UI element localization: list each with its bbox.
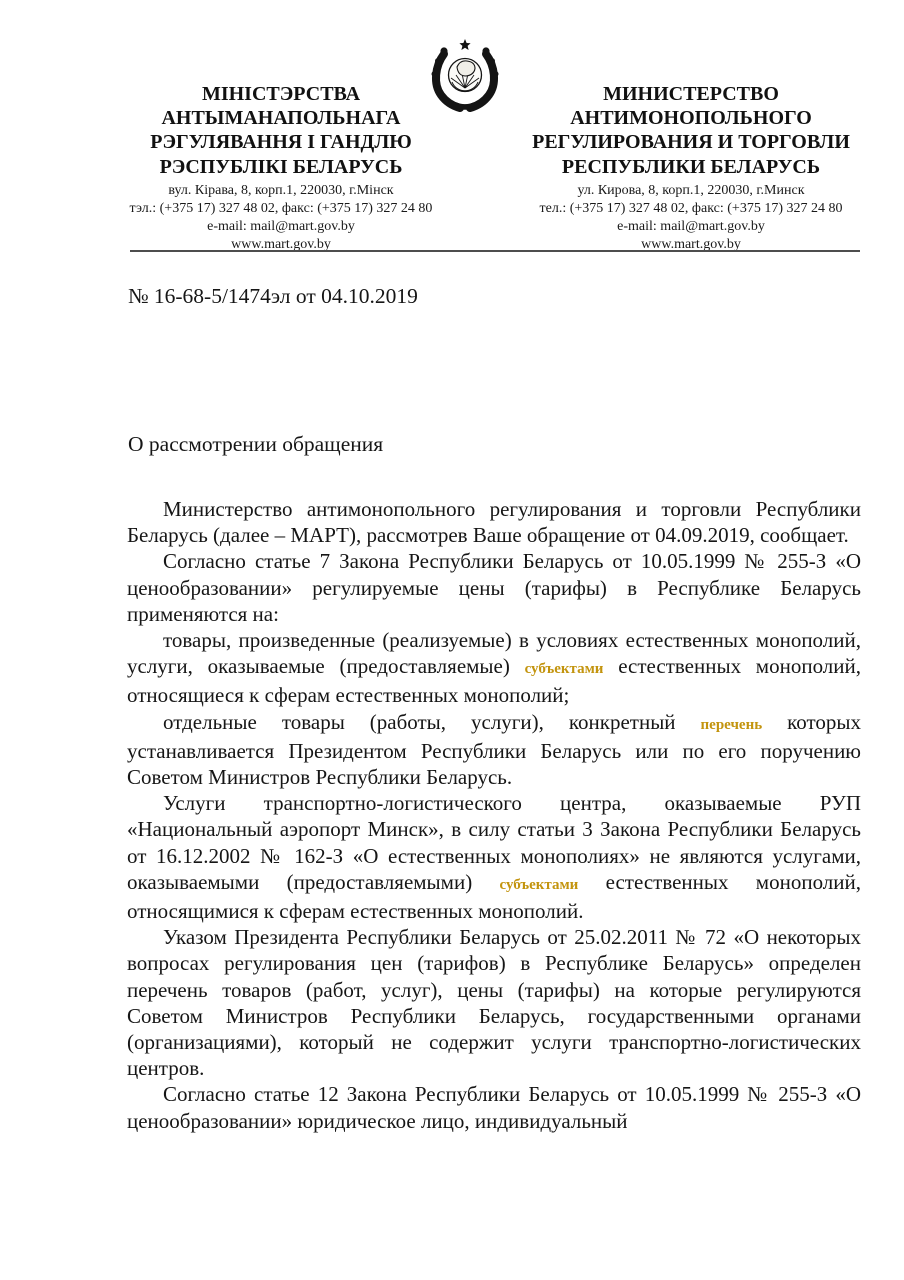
letterhead-right [516, 82, 866, 255]
highlighted-term: перечень [700, 716, 763, 733]
website-line: www.mart.gov.by [641, 237, 741, 253]
website-line: www.mart.gov.by [231, 237, 331, 253]
letterhead-left [112, 82, 450, 255]
phone-line: тел.: (+375 17) 327 48 02, факс: (+375 17) 327 24 80 [539, 201, 843, 217]
document-subject: О рассмотрении обращения [128, 432, 384, 456]
paragraph-text: Указом Президента Республики Беларусь от 25.02.2011 № 72 «О некоторых вопросах регулирования цен (тарифов) в Республике Беларусь» определен перечень товаров (работ, услуг), цены (тарифы) на которые регулируются Советом Министров Республики Беларусь, государственными органами (организациями), который не содержит услуги транспортно-логистических центров. [127, 925, 861, 1081]
paragraph-text: которых устанавливается Президентом Республики Беларусь или по его поручению Советом Министров Республики Беларусь. [127, 709, 862, 790]
email-line: e-mail: mail@mart.gov.by [207, 219, 355, 235]
paragraph-text: естественных монополий, относящиеся к сферам естественных монополий; [127, 654, 861, 708]
email-line: e-mail: mail@mart.gov.by [617, 219, 765, 235]
highlighted-term: субъектами [499, 876, 579, 893]
org-name-line: РЭСПУБЛІКІ БЕЛАРУСЬ [159, 155, 403, 178]
paragraph [127, 924, 861, 1081]
contact-block [516, 182, 866, 255]
paragraph-text: отдельные товары (работы, услуги), конкретный [163, 709, 701, 734]
org-name-line: РЕГУЛИРОВАНИЯ И ТОРГОВЛИ [532, 131, 850, 154]
paragraph-text: Согласно статье 12 Закона Республики Беларусь от 10.05.1999 № 255-З «О ценообразовании» юридическое лицо, индивидуальный [127, 1082, 861, 1133]
reference-number: № 16-68-5/1474эл от 04.10.2019 [128, 284, 418, 308]
paragraph-text: товары, произведенные (реализуемые) в условиях естественных монополий, услуги, оказываемые (предоставляемые) [127, 628, 861, 679]
org-name-line: АНТЫМАНАПОЛЬНАГА [161, 107, 401, 130]
org-name-line: РЕСПУБЛИКИ БЕЛАРУСЬ [561, 155, 821, 178]
phone-line: тэл.: (+375 17) 327 48 02, факс: (+375 17) 327 24 80 [129, 201, 433, 217]
paragraph-text: Согласно статье 7 Закона Республики Беларусь от 10.05.1999 № 255-З «О ценообразовании» регулируемые цены (тарифы) в Республике Беларусь применяются на: [127, 549, 861, 626]
paragraph [127, 1081, 861, 1133]
paragraph [127, 709, 861, 791]
contact-block [112, 182, 450, 255]
paragraph [127, 548, 861, 627]
address-line: ул. Кирова, 8, корп.1, 220030, г.Минск [577, 182, 805, 198]
letterhead-divider [130, 250, 860, 252]
paragraph [127, 496, 861, 548]
org-name-line: АНТИМОНОПОЛЬНОГО [570, 107, 812, 130]
document-body [127, 496, 861, 1134]
address-line: вул. Кірава, 8, корп.1, 220030, г.Мінск [168, 182, 394, 198]
highlighted-term: субъектами [524, 661, 604, 678]
org-name-line: МИНИСТЕРСТВО [603, 83, 779, 105]
org-name-line: РЭГУЛЯВАННЯ І ГАНДЛЮ [150, 131, 412, 154]
paragraph [127, 627, 861, 709]
org-name-line: МІНІСТЭРСТВА [201, 83, 361, 105]
paragraph [127, 790, 861, 924]
paragraph-text: естественных монополий, относящимися к сферам естественных монополий. [127, 869, 861, 924]
paragraph-text: Услуги транспортно-логистического центра, оказываемые РУП «Национальный аэропорт Минск», в силу статьи 3 Закона Республики Беларусь от 16.12.2002 № 162-З «О естественных монополиях» не являются услугами, оказываемыми (предоставляемыми) [127, 791, 861, 894]
paragraph-text: Министерство антимонопольного регулирования и торговли Республики Беларусь (далее – МАРТ), рассмотрев Ваше обращение от 04.09.2019, сообщает. [127, 497, 861, 548]
